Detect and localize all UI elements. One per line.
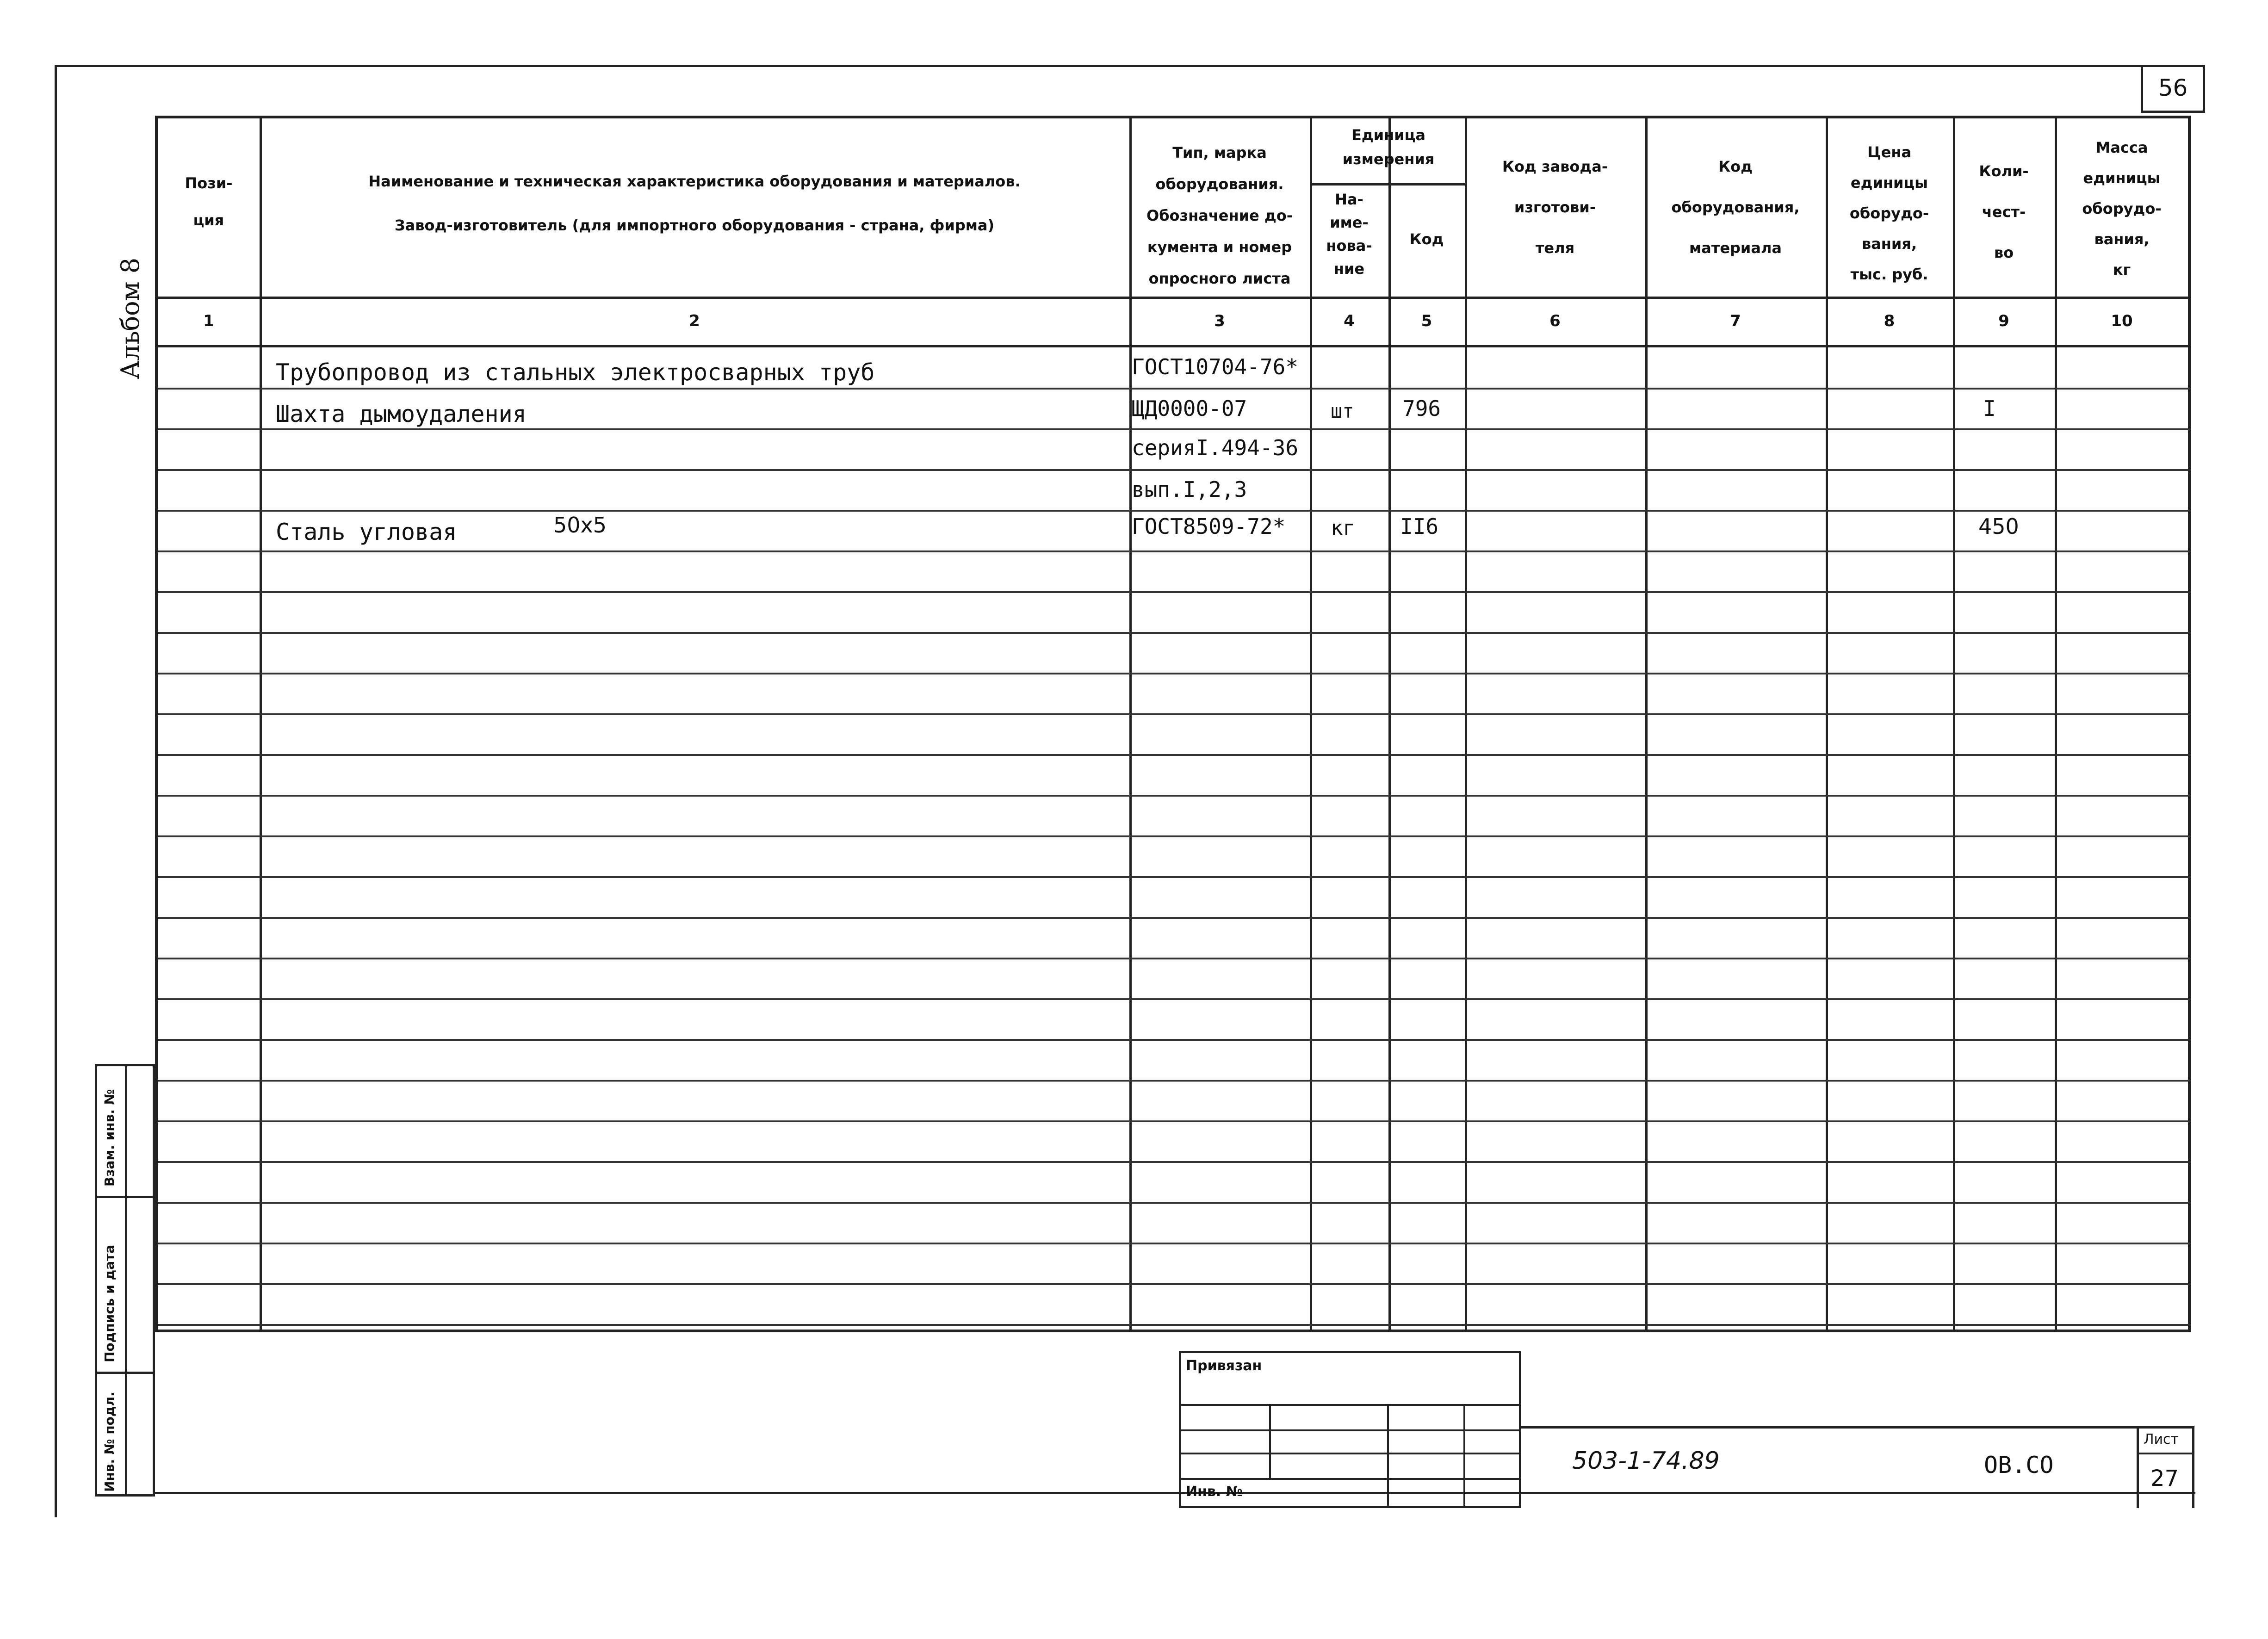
row-name: Шахта дымоудаления bbox=[276, 401, 527, 427]
header-position: Пози- ция bbox=[185, 174, 233, 229]
row-divider bbox=[158, 1202, 2189, 1204]
row-type: ЩД0000-07 bbox=[1132, 396, 1247, 421]
col-number: 3 bbox=[1214, 312, 1225, 330]
row-type: серияI.494-36 bbox=[1132, 435, 1299, 460]
header-unit-code: Код bbox=[1409, 230, 1444, 248]
row-divider bbox=[158, 591, 2189, 593]
row-divider bbox=[158, 469, 2189, 471]
sidebar-stamp bbox=[95, 1064, 155, 1497]
row-divider bbox=[158, 510, 2189, 512]
header-type: Тип, марка оборудования. Обозначение до- кумента и номер опросного листа bbox=[1146, 144, 1293, 287]
row-name: Сталь угловая bbox=[276, 519, 457, 545]
equipment-table bbox=[155, 116, 2191, 1332]
row-code: II6 bbox=[1400, 514, 1439, 539]
row-divider bbox=[158, 1080, 2189, 1082]
title-block bbox=[1521, 1426, 2194, 1508]
row-divider bbox=[158, 713, 2189, 715]
row-divider bbox=[158, 1324, 2189, 1326]
row-divider bbox=[158, 1243, 2189, 1244]
header-factory-code: Код завода- изготови- теля bbox=[1502, 158, 1608, 257]
row-unit: кг bbox=[1331, 516, 1355, 540]
row-divider bbox=[158, 917, 2189, 919]
row-qty: 450 bbox=[1978, 514, 2019, 539]
col-number: 2 bbox=[689, 312, 700, 330]
signature-label: Подпись и дата bbox=[102, 1244, 117, 1362]
col-number: 5 bbox=[1421, 312, 1432, 330]
page-number: 56 bbox=[2141, 65, 2205, 113]
row-unit: шт bbox=[1331, 400, 1354, 422]
doc-code: 503-1-74.89 bbox=[1572, 1447, 1720, 1475]
row-divider bbox=[158, 876, 2189, 878]
row-divider bbox=[158, 388, 2189, 390]
row-name: Трубопровод из стальных электросварных труб bbox=[276, 359, 875, 386]
header-unit-name: На- име- нова- ние bbox=[1326, 191, 1372, 278]
row-size: 50x5 bbox=[553, 513, 607, 538]
inv-no-label: Инв. № подл. bbox=[102, 1392, 117, 1492]
inv-label: Инв. № bbox=[1186, 1484, 1243, 1500]
col-number: 1 bbox=[203, 312, 214, 330]
row-qty: I bbox=[1983, 396, 1996, 421]
row-divider bbox=[158, 632, 2189, 634]
col-number: 9 bbox=[1998, 312, 2009, 330]
header-equipment-code: Код оборудования, материала bbox=[1671, 158, 1800, 257]
row-divider bbox=[158, 673, 2189, 674]
doc-mark: ОВ.СО bbox=[1984, 1452, 2054, 1478]
row-divider bbox=[158, 835, 2189, 837]
row-type: ГОСТ10704-76* bbox=[1132, 354, 1299, 379]
sheet-number: 27 bbox=[2150, 1466, 2179, 1491]
row-divider bbox=[158, 998, 2189, 1000]
row-divider bbox=[158, 795, 2189, 797]
col-number: 8 bbox=[1884, 312, 1895, 330]
header-unit-group: Единица измерения bbox=[1342, 126, 1435, 168]
album-label: Альбом 8 bbox=[116, 257, 145, 379]
row-divider bbox=[158, 1039, 2189, 1041]
header-name-line1: Наименование и техническая характеристика оборудования и материалов. bbox=[368, 173, 1021, 190]
row-divider bbox=[158, 1283, 2189, 1285]
row-divider bbox=[158, 550, 2189, 552]
row-type: ГОСТ8509-72* bbox=[1132, 514, 1286, 539]
row-divider bbox=[158, 754, 2189, 756]
col-number: 4 bbox=[1344, 312, 1355, 330]
sheet-label: Лист bbox=[2144, 1431, 2179, 1447]
col-number: 10 bbox=[2111, 312, 2133, 330]
row-divider bbox=[158, 1161, 2189, 1163]
header-name-line2: Завод-изготовитель (для импортного оборудования - страна, фирма) bbox=[394, 216, 995, 234]
header-quantity: Коли- чест- во bbox=[1979, 162, 2029, 261]
row-type: вып.I,2,3 bbox=[1132, 477, 1247, 502]
binding-stamp bbox=[1179, 1351, 1521, 1508]
row-divider bbox=[158, 428, 2189, 430]
exchange-inv-label: Взам. инв. № bbox=[102, 1089, 117, 1187]
col-number: 7 bbox=[1730, 312, 1741, 330]
row-divider bbox=[158, 958, 2189, 959]
row-code: 796 bbox=[1402, 396, 1441, 421]
header-mass: Масса единицы оборудо- вания, кг bbox=[2082, 139, 2162, 278]
row-divider bbox=[158, 1120, 2189, 1122]
bound-label: Привязан bbox=[1186, 1358, 1262, 1374]
col-number: 6 bbox=[1549, 312, 1561, 330]
header-price: Цена единицы оборудо- вания, тыс. руб. bbox=[1849, 143, 1929, 283]
